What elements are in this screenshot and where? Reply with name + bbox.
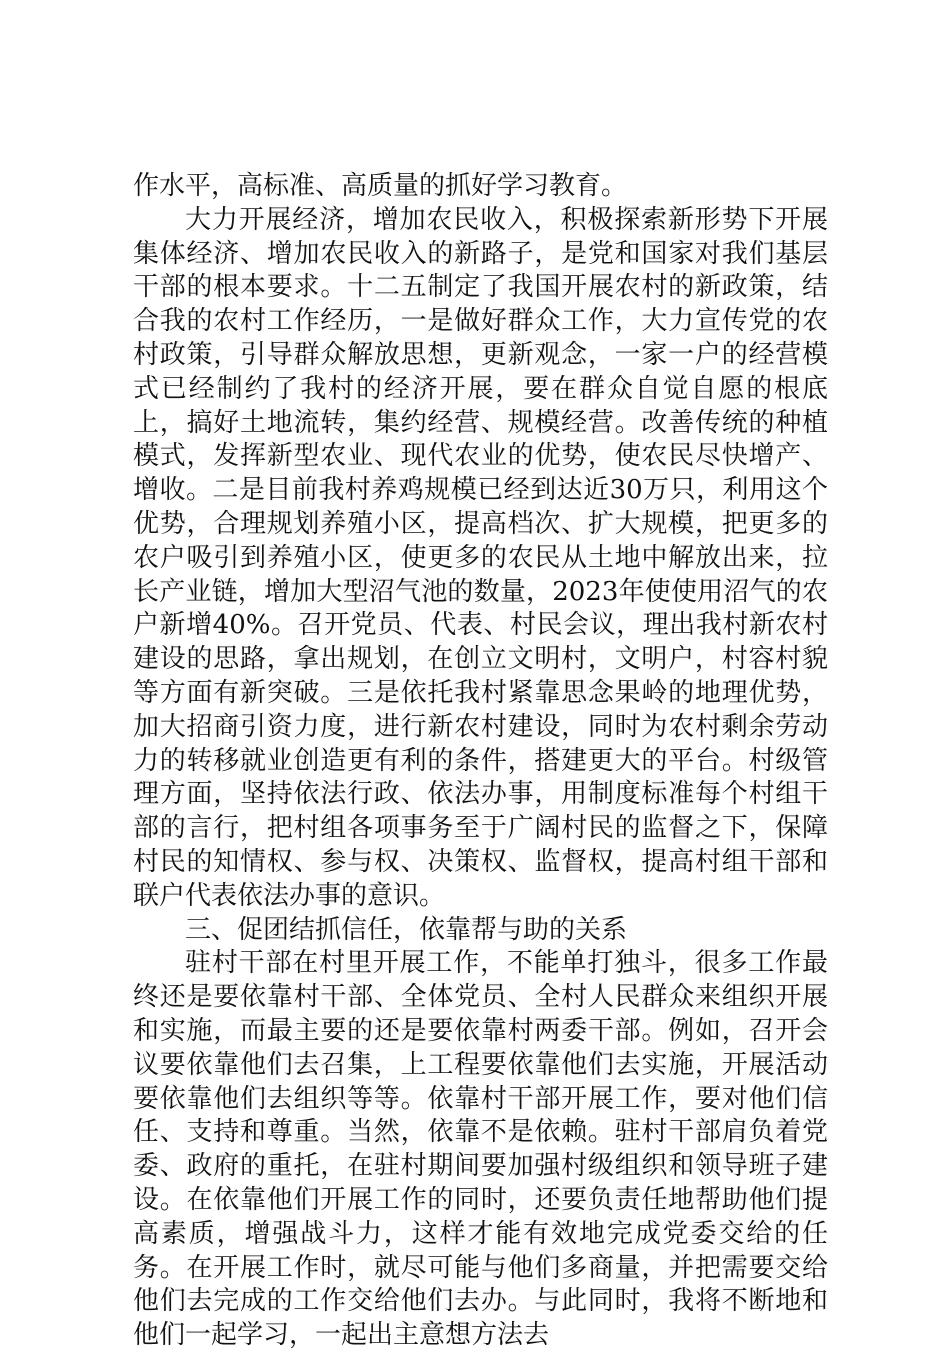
text-line: 与此同时，我将不断地和他们一起学习，一起出主意想方法去 (133, 1286, 828, 1351)
text-line: 提高档次、扩大规模，把更多的农户吸引到养殖小区，使更多 (133, 508, 828, 573)
text-line: 样才能有效地完成党委交给的任务。在开展工作时，就尽可能 (133, 1218, 828, 1283)
section-heading (133, 914, 828, 948)
text-line: 根本要求。十二五制定了我国开展农村的新政策，结合我的农 (133, 272, 828, 337)
text-line: 组干部和联户代表依法办事的意识。 (133, 846, 828, 911)
text-line: 当然，依靠不是依赖。驻村干部肩负着党委、政府的重托，在 (133, 1117, 828, 1182)
text-line: 民会议，理出我村新农村建设的思路，拿出规划，在创立文明 (133, 610, 828, 675)
text-line: 与他们多商量，并把需要交给他们去完成的工作交给他们去办。 (133, 1252, 828, 1317)
text-line: 集约经营、规模经营。改善传统的种植模式，发挥新型农业、 (133, 407, 828, 472)
text-line: 导群众解放思想，更新观念，一家一户的经营模式已经制约了 (133, 339, 828, 404)
text-line: 念果岭的地理优势，加大招商引资力度，进行新农村建设，同 (133, 677, 828, 742)
text-line: 准每个村组干部的言行，把村组各项事务至于广阔村民的监督 (133, 779, 828, 844)
text-line: 组织等等。依靠村干部开展工作，要对他们信任、支持和尊重。 (133, 1083, 828, 1148)
text-line: 规模已经到达近30万只，利用这个优势，合理规划养殖小区， (133, 475, 828, 539)
text-line: 的农民从土地中解放出来，拉长产业链，增加大型沼气池的数 (133, 542, 828, 607)
text-line: 作水平，高标准、高质量的抓好学习教育。 (133, 171, 628, 201)
text-line: 们去召集，上工程要依靠他们去实施，开展活动要依靠他们去 (133, 1049, 828, 1114)
text-line: 的平台。村级管理方面，坚持依法行政、依法办事，用制度标 (133, 745, 828, 810)
text-line: 三、促团结抓信任，依靠帮与助的关系 (185, 914, 628, 945)
text-line: 驻村干部在村里开展工作，不能单打独斗，很多工作最终还 (133, 948, 828, 1013)
text-line: 驻村期间要加强村级组织和领导班子建设。在依靠他们开展工 (133, 1151, 828, 1215)
text-line: 之下，保障村民的知情权、参与权、决策权、监督权，提高村 (133, 813, 828, 877)
text-line: 是要依靠村干部、全体党员、全村人民群众来组织开展和实施， (133, 982, 828, 1046)
paragraph-economy (133, 204, 828, 914)
paragraph-continuation (133, 170, 828, 204)
document-body (133, 170, 828, 1353)
text-line: 而最主要的还是要依靠村两委干部。例如，召开会议要依靠他 (133, 1015, 828, 1080)
text-line: 现代农业的优势，使农民尽快增产、增收。二是目前我村养鸡 (133, 441, 828, 506)
text-line: 量，2023年使使用沼气的农户新增40%。召开党员、代表、村 (133, 576, 828, 641)
text-line: 我村的经济开展，要在群众自觉自愿的根底上，搞好土地流转， (133, 373, 828, 438)
text-line: 村工作经历，一是做好群众工作，大力宣传党的农村政策，引 (133, 306, 828, 370)
text-line: 大力开展经济，增加农民收入，积极探索新形势下开展集体 (133, 204, 828, 269)
paragraph-cooperation (133, 947, 828, 1353)
text-line: 经济、增加农民收入的新路子，是党和国家对我们基层干部的 (133, 238, 828, 303)
text-line: 村，文明户，村容村貌等方面有新突破。三是依托我村紧靠思 (133, 644, 828, 708)
text-line: 作的同时，还要负责任地帮助他们提高素质，增强战斗力，这 (133, 1184, 828, 1249)
text-line: 时为农村剩余劳动力的转移就业创造更有利的条件，搭建更大 (133, 711, 828, 776)
